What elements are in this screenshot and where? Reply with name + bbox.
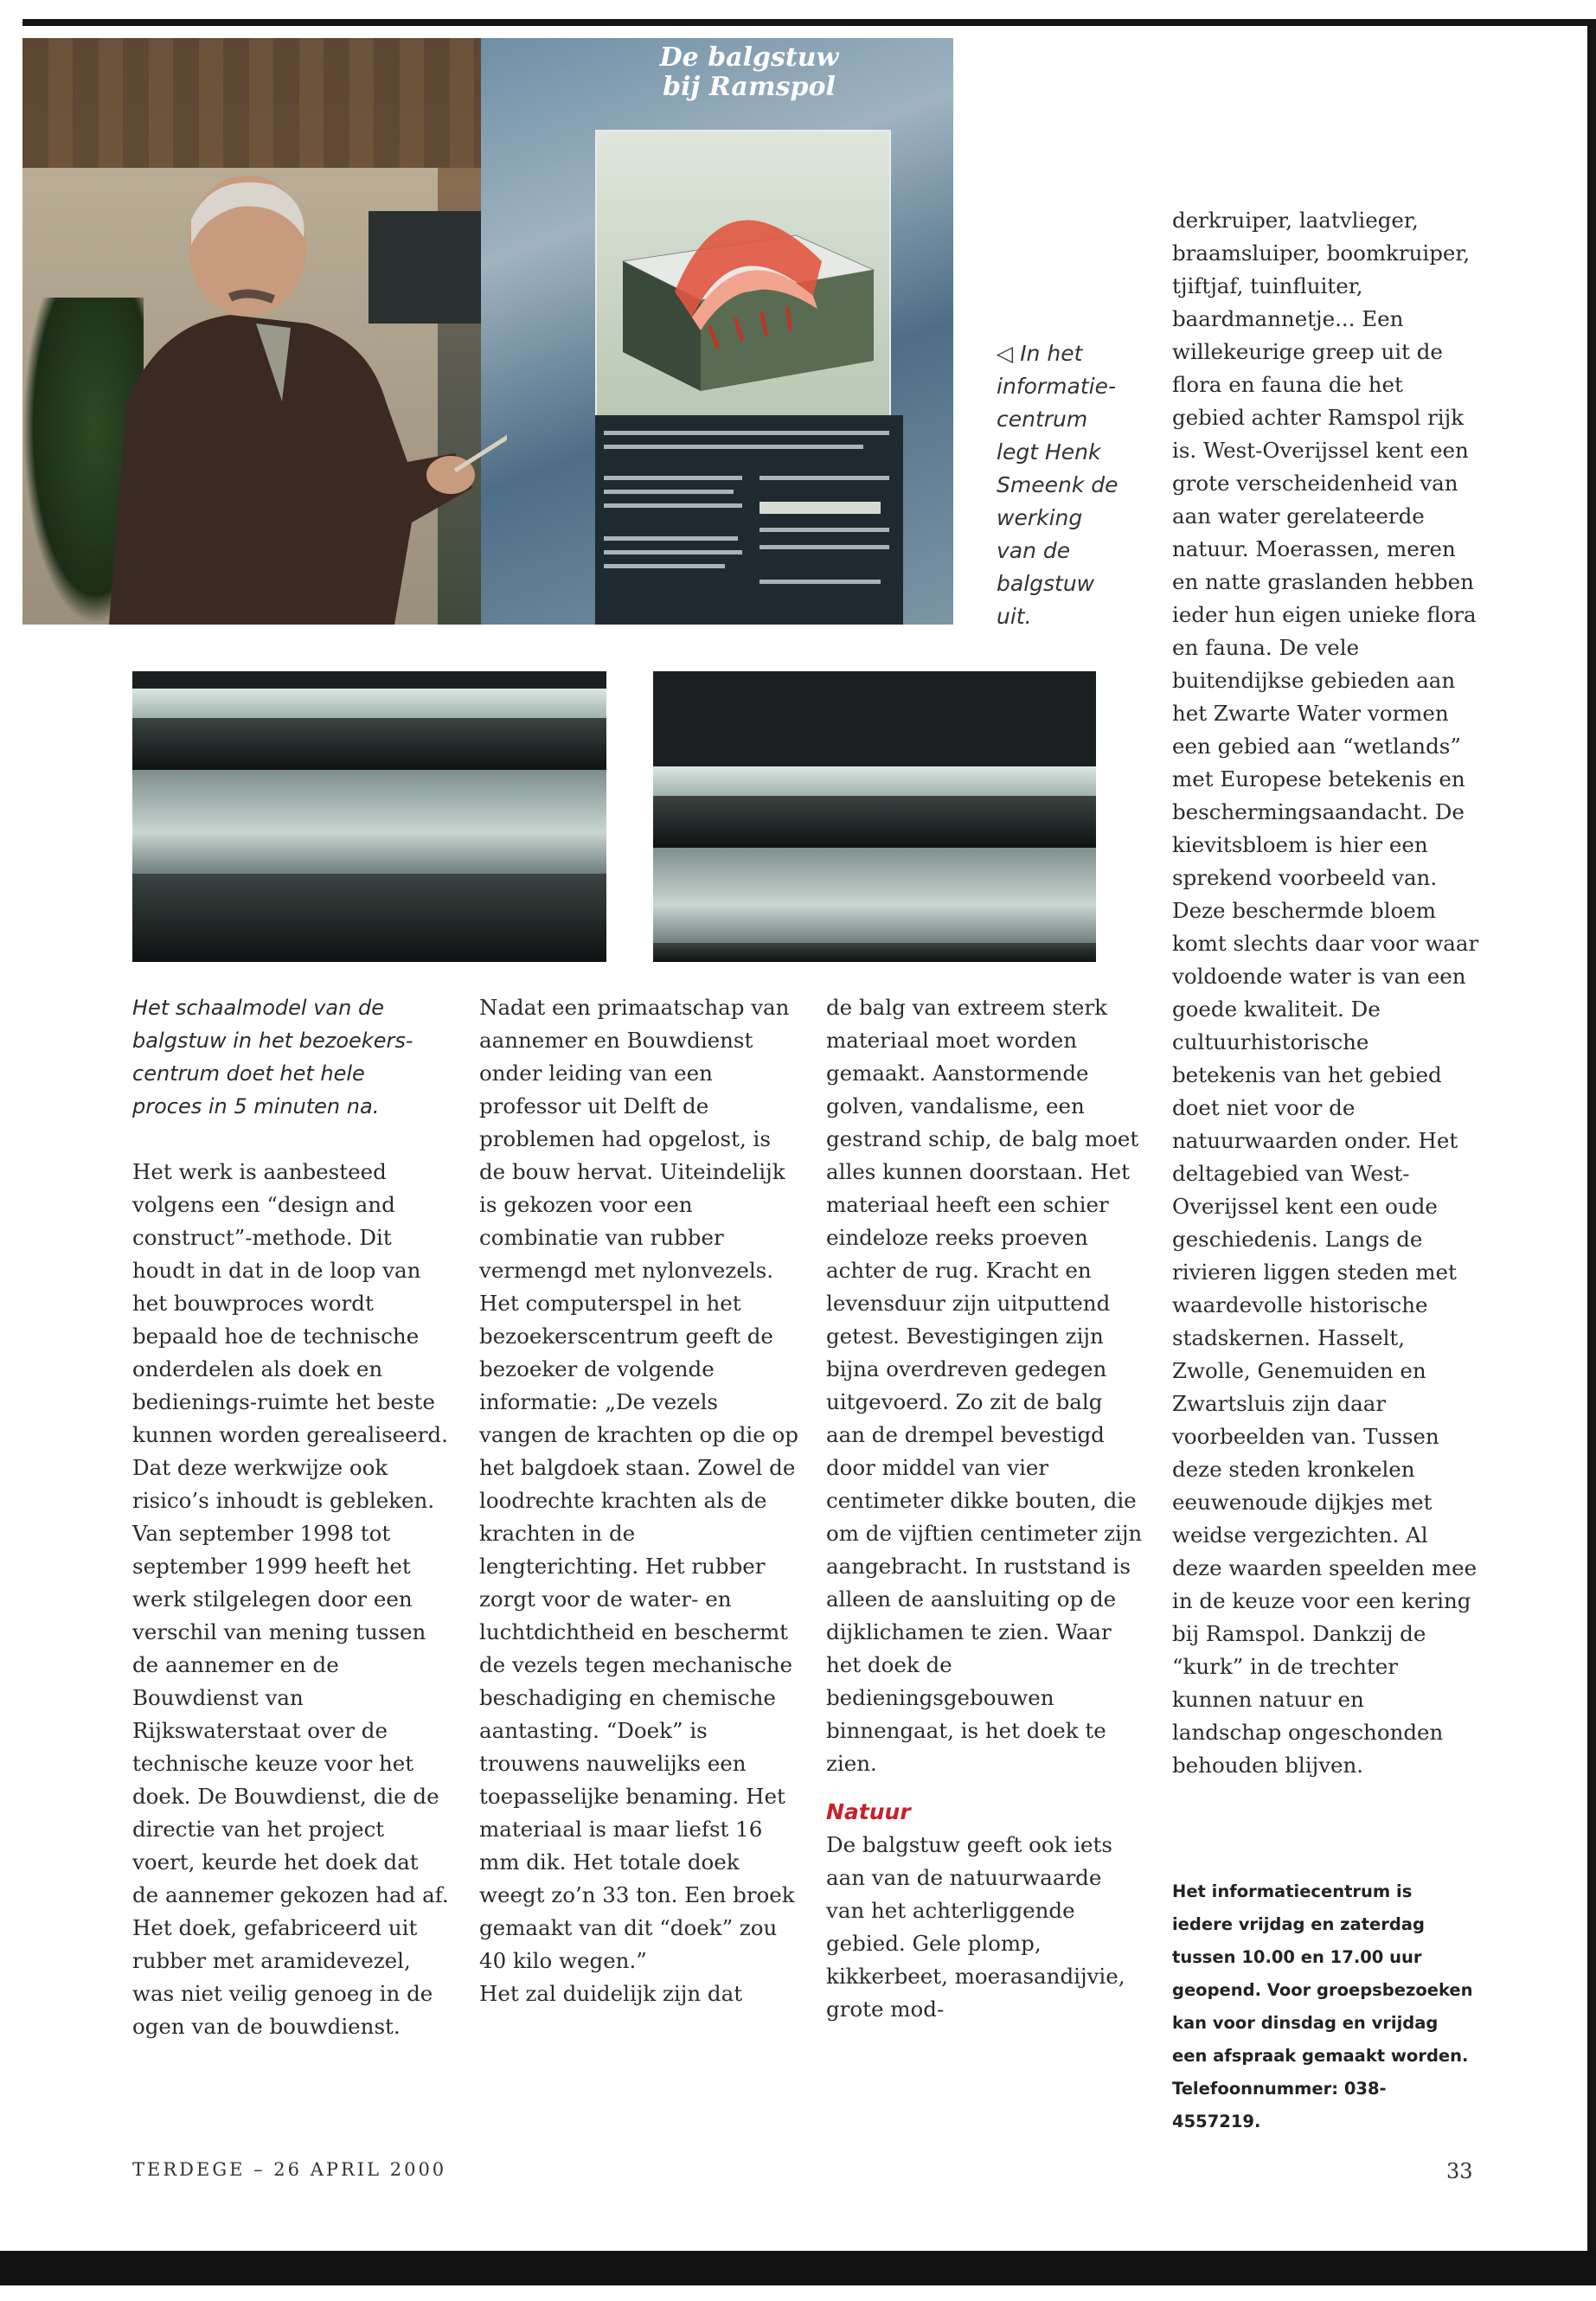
column3-paragraph-2: De balgstuw geeft ook iets aan van de natuurwaarde van het achterliggende gebied. Gele plomp, kikkerbeet, moerasandijvie, grote mod- bbox=[826, 1832, 1125, 2022]
column-2 bbox=[479, 991, 801, 2010]
model-photo-2 bbox=[653, 671, 1096, 962]
info-sheet bbox=[595, 415, 903, 625]
info-box: Het informatiecentrum is iedere vrijdag en zaterdag tussen 10.00 en 17.00 uur geopend. Voor groepsbezoeken kan voor dinsdag en vrijdag een afspraak gemaakt worden. Telefoonnummer: 038-4557219. bbox=[1172, 1881, 1473, 2131]
model-caption: Het schaalmodel van de balgstuw in het bezoekers-centrum doet het hele proces in 5 minuten na. bbox=[132, 996, 413, 1118]
column2-paragraph-1: Nadat een primaatschap van aannemer en Bouwdienst onder leiding van een professor uit Delft de problemen had opgelost, is de bouw hervat. Uiteindelijk is gekozen voor een combinatie van rubber vermengd met nylonvezels. bbox=[479, 995, 790, 1283]
footer-magazine: TERDEGE bbox=[132, 2159, 246, 2180]
column2-paragraph-3: Het zal duidelijk zijn dat bbox=[479, 1981, 743, 2006]
column-4 bbox=[1172, 204, 1479, 1782]
diagram-illustration bbox=[597, 131, 889, 417]
info-panel bbox=[481, 38, 953, 625]
photo-caption bbox=[997, 337, 1126, 633]
column3-paragraph-1: de balg van extreem sterk materiaal moet worden gemaakt. Aanstormende golven, vandalisme, een gestrand schip, de balg moet alles kunnen doorstaan. Het materiaal heeft een schier eindeloze reeks proeven achter de rug. Kracht en levensduur zijn uitputtend getest. Bevestigingen zijn bijna overdreven gedegen uitgevoerd. Zo zit de balg aan de drempel bevestigd door middel van vier centimeter dikke bouten, die om de vijftien centimeter zijn aangebracht. In ruststand is alleen de aansluiting op de dijklichamen te zien. Waar het doek de bedieningsgebouwen binnengaat, is het doek te zien. bbox=[826, 995, 1143, 1776]
hero-photo bbox=[22, 38, 953, 625]
scan-edge-right bbox=[1587, 19, 1596, 2268]
scan-edge-bottom bbox=[0, 2251, 1596, 2285]
column4-paragraph: derkruiper, laatvlieger, braamsluiper, boomkruiper, tjiftjaf, tuinfluiter, baardmannetje... Een willekeurige greep uit de flora en fauna die het gebied achter Ramspol rijk is. West-Overijssel kent een grote verscheidenheid van aan water gerelateerde natuur. Moerassen, meren en natte graslanden hebben ieder hun eigen unieke flora en fauna. De vele buitendijkse gebieden aan het Zwarte Water vormen een gebied aan “wetlands” met Europese betekenis en beschermingsaandacht. De kievitsbloem is hier een sprekend voorbeeld van. Deze beschermde bloem komt slechts daar voor waar voldoende water is van een goede kwaliteit. De cultuurhistorische betekenis van het gebied doet niet voor de natuurwaarden onder. Het deltagebied van West-Overijssel kent een oude geschiedenis. Langs de rivieren liggen steden met waardevolle historische stadskernen. Hasselt, Zwolle, Genemuiden en Zwartsluis zijn daar voorbeelden van. Tussen deze steden kronkelen eeuwenoude dijkjes met weidse vergezichten. Al deze waarden speelden mee in de keuze voor een kering bij Ramspol. Dankzij de “kurk” in de trechter kunnen natuur en landschap ongeschonden behouden blijven. bbox=[1172, 208, 1479, 1778]
panel-title-line1: De balgstuw bbox=[659, 42, 839, 73]
panel-title-line2: bij Ramspol bbox=[663, 72, 836, 102]
model-photo-1 bbox=[132, 671, 606, 962]
natuur-heading: Natuur bbox=[826, 1799, 911, 1824]
column1-paragraph: Het werk is aanbesteed volgens een “design and construct”-methode. Dit houdt in dat in de loop van het bouwproces wordt bepaald hoe de technische onderdelen als doek en bedienings-ruimte het beste kunnen worden gerealiseerd. Dat deze werkwijze ook risico’s inhoudt is gebleken. Van september 1998 tot september 1999 heeft het werk stilgelegen door een verschil van mening tussen de aannemer en de Bouwdienst van Rijkswaterstaat over de technische keuze voor het doek. De Bouwdienst, die de directie van het project voert, keurde het doek dat de aannemer gekozen had af. Het doek, gefabriceerd uit rubber met aramidevezel, was niet veilig genoeg in de ogen van de bouwdienst. bbox=[132, 1159, 449, 2039]
column-1 bbox=[132, 1156, 451, 2043]
presenter-figure bbox=[109, 176, 507, 625]
caption-arrow-icon: ◁ bbox=[997, 341, 1014, 366]
footer-date: 26 APRIL 2000 bbox=[273, 2159, 447, 2180]
panel-title bbox=[619, 43, 879, 102]
column2-paragraph-2: Het computerspel in het bezoekerscentrum geeft de bezoeker de volgende informatie: „De vezels vangen de krachten op die op het balgdoek staan. Zowel de loodrechte krachten als de krachten in de lengterichting. Het rubber zorgt voor de water- en luchtdichtheid en beschermt de vezels tegen mechanische beschadiging en chemische aantasting. “Doek” is trouwens nauwelijks een toepasselijke benaming. Het materiaal is maar liefst 16 mm dik. Het totale doek weegt zo’n 33 ton. Een broek gemaakt van dit “doek” zou 40 kilo wegen.” bbox=[479, 1291, 798, 1973]
photo-caption-text: In het informatie-centrum legt Henk Smeenk de werking van de balgstuw uit. bbox=[997, 341, 1118, 629]
page-number: 33 bbox=[1446, 2159, 1473, 2183]
scan-edge-top bbox=[22, 19, 1596, 26]
balgstuw-diagram bbox=[595, 130, 891, 419]
footer-left bbox=[132, 2159, 446, 2180]
column-3 bbox=[826, 991, 1146, 2026]
footer-separator: – bbox=[253, 2159, 266, 2180]
